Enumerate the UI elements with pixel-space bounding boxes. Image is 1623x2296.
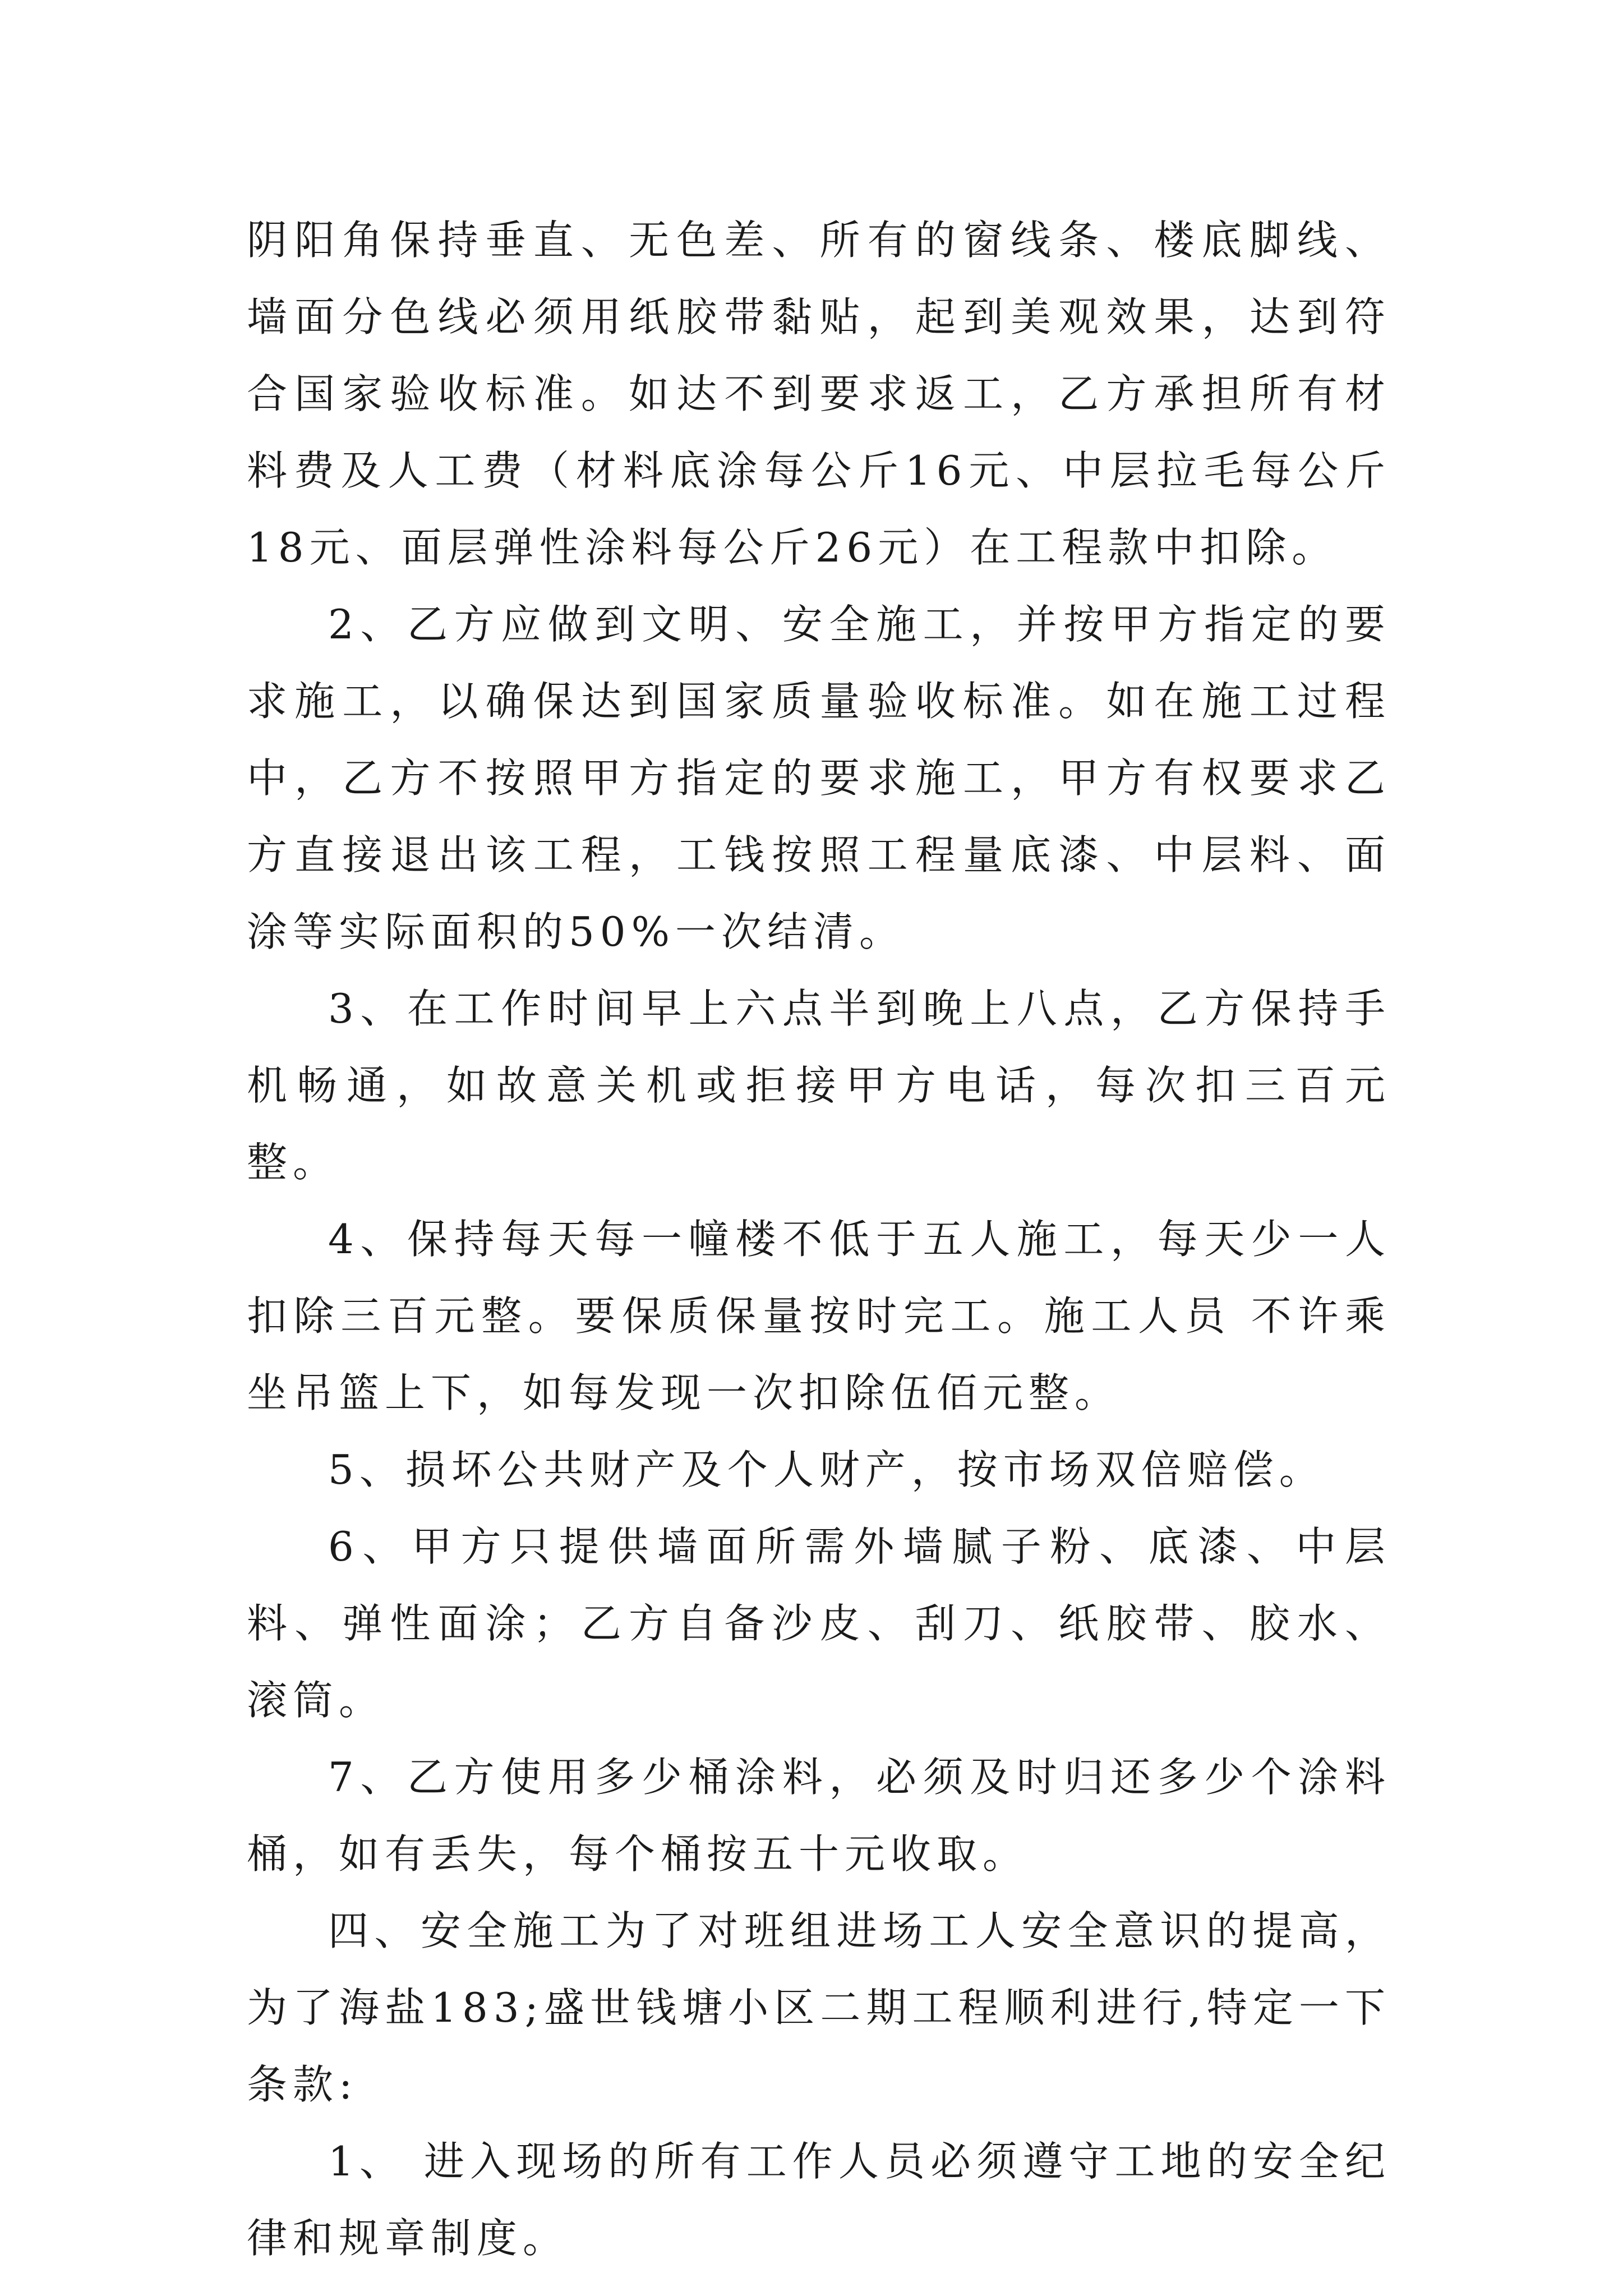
paragraph-clause-6-materials-supply: 6、甲方只提供墙面所需外墙腻子粉、底漆、中层料、弹性面涂；乙方自备沙皮、刮刀、纸胶带、胶水、滚筒。 <box>247 1523 1391 1724</box>
paragraph-clause-4-staffing: 4、保持每天每一幢楼不低于五人施工，每天少一人扣除三百元整。要保质保量按时完工。施工人员 不许乘坐吊篮上下，如每发现一次扣除伍佰元整。 <box>247 1216 1391 1416</box>
paragraph-clause-2-civilized-construction: 2、乙方应做到文明、安全施工，并按甲方指定的要求施工，以确保达到国家质量验收标准。如在施工过程中，乙方不按照甲方指定的要求施工，甲方有权要求乙方直接退出该工程，工钱按照工程量底漆、中层料、面涂等实际面积的50%一次结清。 <box>247 601 1391 955</box>
paragraph-clause-5-damage-compensation: 5、损坏公共财产及个人财产，按市场双倍赔偿。 <box>328 1446 1325 1493</box>
document-body <box>247 202 1391 2277</box>
paragraph-clause-3-phone-availability: 3、在工作时间早上六点半到晚上八点，乙方保持手机畅通，如故意关机或拒接甲方电话，每次扣三百元整。 <box>247 985 1391 1186</box>
paragraph-wall-corner-standards: 阴阳角保持垂直、无色差、所有的窗线条、楼底脚线、墙面分色线必须用纸胶带黏贴，起到美观效果，达到符合国家验收标准。如达不到要求返工，乙方承担所有材料费及人工费（材料底涂每公斤16元、中层拉毛每公斤18元、面层弹性涂料每公斤26元）在工程款中扣除。 <box>247 217 1391 571</box>
paragraph-clause-7-paint-buckets: 7、乙方使用多少桶涂料，必须及时归还多少个涂料桶，如有丢失，每个桶按五十元收取。 <box>247 1754 1391 1878</box>
paragraph-safety-clause-1: 1、 进入现场的所有工作人员必须遵守工地的安全纪律和规章制度。 <box>247 2138 1391 2262</box>
paragraph-section-4-safety-heading: 四、安全施工为了对班组进场工人安全意识的提高，为了海盐183;盛世钱塘小区二期工程顺利进行,特定一下条款: <box>247 1907 1391 2108</box>
